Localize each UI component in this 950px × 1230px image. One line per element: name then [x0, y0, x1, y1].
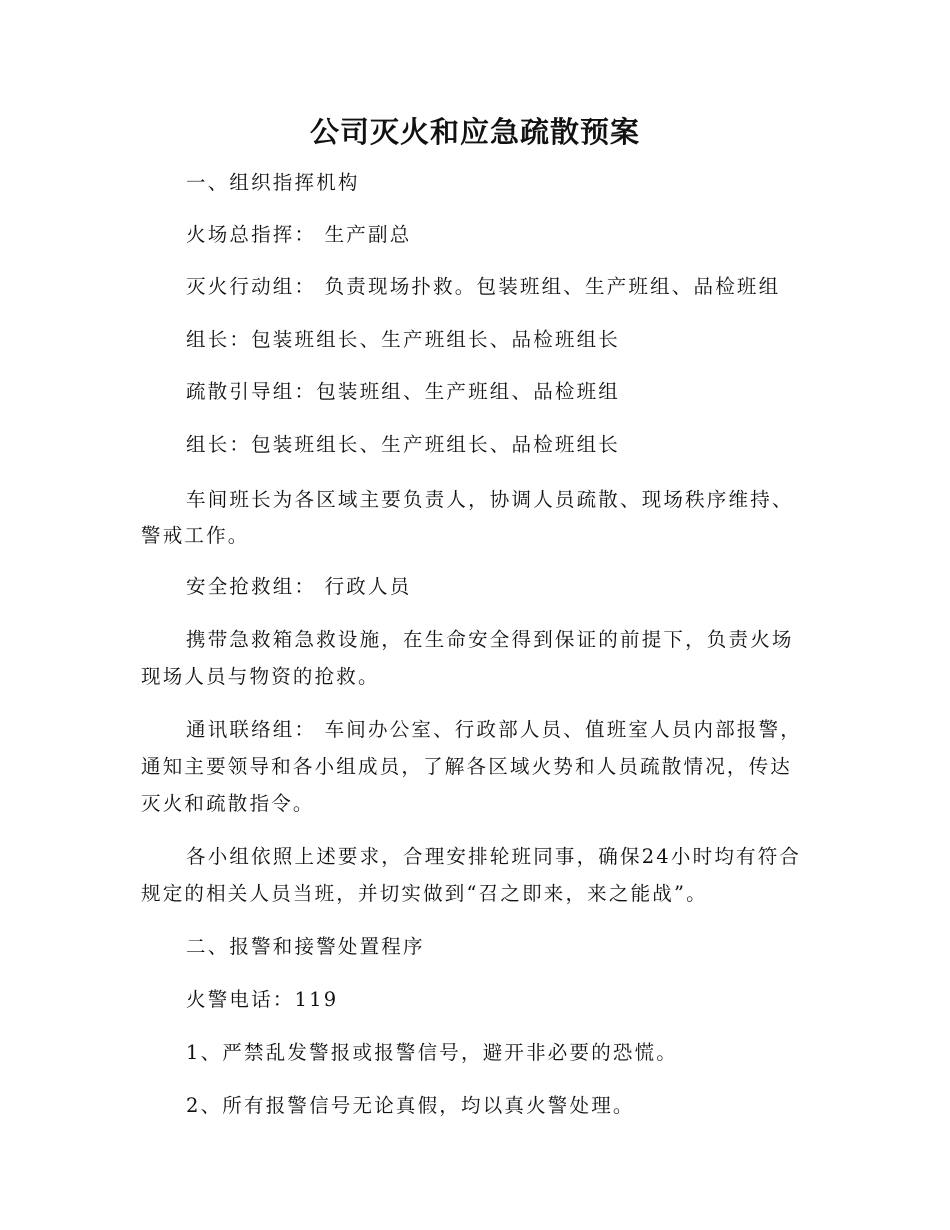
section-1-heading: 一、组织指挥机构 [186, 171, 360, 194]
workshop-paragraph-line-2: 警戒工作。 [141, 524, 250, 547]
evacuation-team-line: 疏散引导组：包装班组、生产班组、品检班组 [186, 380, 621, 403]
rescue-paragraph-line-2: 现场人员与物资的抢救。 [141, 665, 380, 688]
section-2-heading: 二、报警和接警处置程序 [186, 935, 425, 958]
rescue-paragraph-line-1: 携带急救箱急救设施，在生命安全得到保证的前提下，负责火场 [186, 628, 794, 651]
evacuation-team-leaders: 组长：包装班组长、生产班组长、品检班组长 [186, 433, 621, 456]
communication-paragraph-line-3: 灭火和疏散指令。 [141, 792, 315, 815]
fire-fighting-team-line: 灭火行动组： 负责现场扑救。包装班组、生产班组、品检班组 [186, 275, 781, 298]
rule-2: 2、所有报警信号无论真假，均以真火警处理。 [186, 1094, 635, 1117]
rule-1: 1、严禁乱发警报或报警信号，避开非必要的恐慌。 [186, 1041, 679, 1064]
rescue-team-line: 安全抢救组： 行政人员 [186, 575, 412, 598]
communication-paragraph-line-1: 通讯联络组： 车间办公室、行政部人员、值班室人员内部报警， [186, 718, 802, 741]
duty-paragraph-line-2: 规定的相关人员当班，并切实做到“召之即来，来之能战”。 [141, 882, 708, 905]
document-title: 公司灭火和应急疏散预案 [309, 115, 640, 149]
duty-paragraph-line-1: 各小组依照上述要求，合理安排轮班同事，确保24小时均有符合 [186, 845, 802, 868]
fire-phone-line: 火警电话：119 [186, 988, 339, 1011]
communication-paragraph-line-2: 通知主要领导和各小组成员，了解各区域火势和人员疏散情况，传达 [141, 755, 793, 778]
fire-fighting-team-leaders: 组长：包装班组长、生产班组长、品检班组长 [186, 328, 621, 351]
workshop-paragraph-line-1: 车间班长为各区域主要负责人，协调人员疏散、现场秩序维持、 [186, 488, 794, 511]
fire-commander-line: 火场总指挥： 生产副总 [186, 223, 412, 246]
